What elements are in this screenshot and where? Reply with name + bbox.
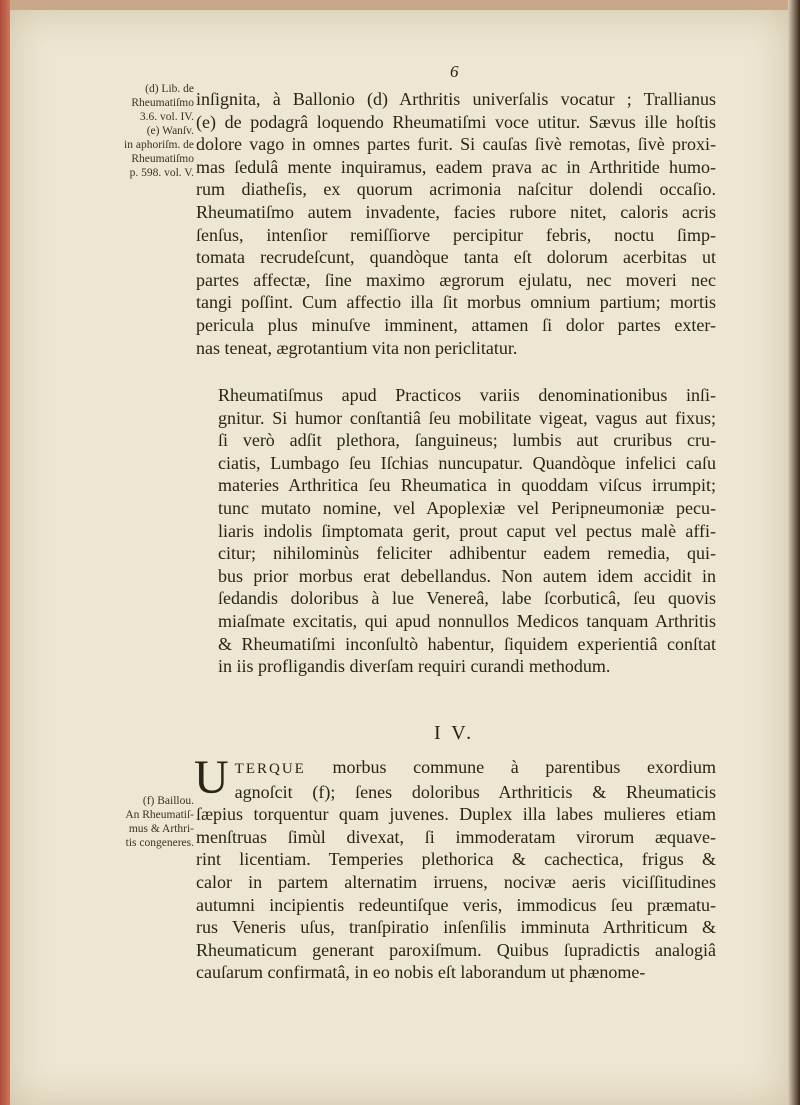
paragraph-1-line: ſenſus, intenſior remiſſiorve percipitur febris, noctu ſimp- — [196, 224, 716, 245]
paragraph-2-line: ſi verò adſit plethora, ſanguineus; lumbis aut cruribus cru- — [218, 430, 716, 451]
margin-note-line: mus & Arthri- — [128, 823, 194, 835]
paragraph-3-line: menſtruas ſimùl divexat, ſi immoderatam virorum æquave- — [196, 826, 716, 847]
margin-note-line: (e) Wanſv. — [146, 125, 194, 137]
paragraph-2-line: materies Arthritica ſeu Rheumatica in quoddam viſcus irrumpit; — [218, 475, 716, 496]
paragraph-1-line: tomata recrudeſcunt, quandòque tanta eſt dolorum acerbitas ut — [196, 247, 716, 268]
paragraph-3-line: agnoſcit (f); ſenes doloribus Arthriticis & Rheumaticis — [234, 781, 716, 802]
paragraph-3-line: calor in partem alternatim irruens, nocivæ aeris viciſſitudines — [196, 871, 716, 892]
paragraph-3-line: autumni incipientis redeuntiſque veris, immodicus ſeu præmatu- — [196, 894, 716, 915]
paragraph-1-line: inſignita, à Ballonio (d) Arthritis univerſalis vocatur ; Trallianus — [196, 89, 716, 109]
margin-note-line: Rheumatiſmo — [131, 153, 194, 165]
drop-cap-letter: U — [194, 751, 229, 804]
page-number: 6 — [450, 62, 459, 81]
paragraph-2-line: gnitur. Si humor conſtantiâ ſeu mobilitate vigeat, vagus aut fixus; — [218, 407, 716, 428]
paragraph-1-line: pericula plus minuſve imminent, attamen ſi dolor partes exter- — [196, 314, 716, 335]
paragraph-2-line: tunc mutato nomine, vel Apoplexiæ vel Peripneumoniæ pecu- — [218, 497, 716, 518]
paragraph-2-line: ſedandis doloribus à lue Venereâ, labe ſcorbuticâ, ſeu quovis — [218, 588, 716, 609]
margin-note-line: (d) Lib. de — [145, 83, 194, 95]
paragraph-1-line: rum diatheſis, ex quorum acrimonia naſcitur dolendi occaſio. — [196, 179, 716, 200]
paragraph-3-line: cauſarum confirmatâ, in eo nobis eſt laborandum ut phænome- — [196, 962, 646, 983]
paragraph-1-line: Rheumatiſmo autem invadente, facies rubore nitet, caloris acris — [196, 201, 716, 222]
book-page — [10, 10, 788, 1105]
paragraph-2-line: citur; nihilominùs feliciter adhibentur eadem remedia, qui- — [218, 543, 716, 564]
paragraph-1-line: partes affectæ, ſine maximo ægrorum ejulatu, nec moveri nec — [196, 269, 716, 290]
paragraph-1-line: (e) de podagrâ loquendo Rheumatiſmi voce utitur. Sævus ille hoſtis — [196, 111, 716, 132]
paragraph-1 — [196, 88, 716, 359]
paragraph-2-line: miaſmate excitatis, qui apud nonnullos Medicos tanquam Arthritis — [218, 610, 716, 631]
paragraph-3-line — [196, 756, 716, 781]
paragraph-2 — [196, 384, 716, 678]
paragraph-2-line: liaris indolis ſimptomata gerit, prout caput vel pectus malè affi- — [218, 520, 716, 541]
paragraph-2-line: ciatis, Lumbago ſeu Iſchias nuncupatur. Quandòque infelici caſu — [218, 452, 716, 473]
paragraph-3-line: rus Veneris uſus, tranſpiratio inſenſilis imminuta Arthriticum & — [196, 917, 716, 938]
margin-note-d-e — [110, 82, 194, 180]
margin-note-f — [108, 794, 194, 850]
paragraph-1-line: mas ſedulâ mente inquiramus, eadem prava ac in Arthritide humo- — [196, 156, 716, 177]
paragraph-3-line: Rheumaticum generant paroxiſmum. Quibus ſupradictis analogiâ — [196, 939, 716, 960]
margin-note-line: tis congeneres. — [125, 837, 194, 849]
paragraph-3-line-text: morbus commune à parentibus exordium — [305, 757, 716, 777]
paragraph-1-line: dolore vago in omnes partes furit. Si cauſas ſivè remotas, ſivè proxi- — [196, 134, 716, 155]
margin-note-line: in aphoriſm. de — [124, 139, 194, 151]
paragraph-2-line: bus prior morbus erat debellandus. Non autem idem accidit in — [218, 565, 716, 586]
page-top-edge — [0, 0, 800, 10]
margin-note-line: An Rheumatiſ- — [125, 809, 194, 821]
margin-note-line: 3.6. vol. IV. — [139, 111, 194, 123]
paragraph-1-line: nas teneat, ægrotantium vita non periclitatur. — [196, 337, 518, 358]
paragraph-3-line: rint licentiam. Temperies plethorica & cachectica, frigus & — [196, 849, 716, 870]
margin-note-line: (f) Baillou. — [142, 795, 194, 807]
paragraph-1-line: tangi poſſint. Cum affectio illa ſit morbus omnium partium; mortis — [196, 292, 716, 313]
paragraph-2-line: in iis profligandis diverſam requiri curandi methodum. — [218, 656, 611, 677]
page-right-edge — [788, 0, 800, 1105]
paragraph-2-line: Rheumatiſmus apud Practicos variis denominationibus inſi- — [218, 385, 716, 405]
first-word-smallcaps: TERQUE — [234, 761, 306, 777]
margin-note-line: p. 598. vol. V. — [129, 167, 194, 179]
paragraph-3 — [194, 751, 716, 984]
book-spine-edge — [0, 0, 10, 1105]
section-heading: I V. — [434, 722, 475, 744]
paragraph-3-line: ſæpius torquentur quam juvenes. Duplex illa labes mulieres etiam — [196, 804, 716, 825]
paragraph-2-line: & Rheumatiſmi inconſultò habentur, ſiquidem experientiâ conſtat — [218, 633, 716, 654]
margin-note-line: Rheumatiſmo — [131, 97, 194, 109]
